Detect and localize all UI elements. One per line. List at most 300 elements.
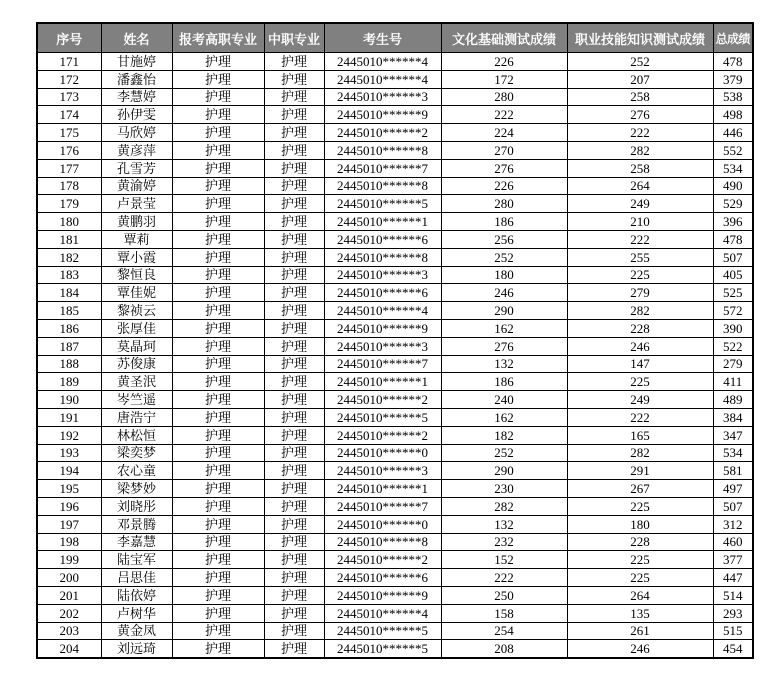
- cell-name: 黄彦萍: [101, 141, 172, 159]
- cell-second: 护理: [264, 426, 324, 444]
- table-row: [37, 70, 753, 88]
- cell-culture: 252: [441, 248, 567, 266]
- cell-total: 525: [713, 284, 753, 302]
- cell-no: 191: [37, 408, 101, 426]
- column-header-applied: 报考高职专业: [172, 23, 264, 53]
- cell-cand: 2445010******9: [324, 106, 441, 124]
- cell-skill: 291: [567, 462, 713, 480]
- cell-name: 吕思佳: [101, 569, 172, 587]
- cell-skill: 228: [567, 533, 713, 551]
- cell-no: 177: [37, 159, 101, 177]
- cell-second: 护理: [264, 480, 324, 498]
- cell-second: 护理: [264, 462, 324, 480]
- cell-no: 188: [37, 355, 101, 373]
- cell-applied: 护理: [172, 391, 264, 409]
- table-row: [37, 373, 753, 391]
- cell-second: 护理: [264, 640, 324, 658]
- cell-no: 189: [37, 373, 101, 391]
- cell-culture: 172: [441, 70, 567, 88]
- cell-no: 180: [37, 213, 101, 231]
- cell-name: 莫晶珂: [101, 337, 172, 355]
- table-row: [37, 391, 753, 409]
- cell-second: 护理: [264, 248, 324, 266]
- cell-no: 186: [37, 319, 101, 337]
- cell-culture: 254: [441, 622, 567, 640]
- cell-culture: 186: [441, 373, 567, 391]
- cell-total: 515: [713, 622, 753, 640]
- cell-applied: 护理: [172, 141, 264, 159]
- cell-culture: 226: [441, 53, 567, 71]
- cell-applied: 护理: [172, 408, 264, 426]
- cell-skill: 249: [567, 391, 713, 409]
- cell-name: 黄渝婷: [101, 177, 172, 195]
- cell-second: 护理: [264, 266, 324, 284]
- cell-name: 黄鹏羽: [101, 213, 172, 231]
- cell-skill: 225: [567, 569, 713, 587]
- cell-second: 护理: [264, 444, 324, 462]
- cell-applied: 护理: [172, 124, 264, 142]
- cell-name: 林松恒: [101, 426, 172, 444]
- cell-skill: 225: [567, 551, 713, 569]
- cell-applied: 护理: [172, 569, 264, 587]
- table-row: [37, 159, 753, 177]
- table-header: [37, 23, 753, 53]
- cell-name: 陆宝军: [101, 551, 172, 569]
- cell-total: 522: [713, 337, 753, 355]
- table-row: [37, 106, 753, 124]
- cell-total: 534: [713, 159, 753, 177]
- cell-applied: 护理: [172, 640, 264, 658]
- cell-name: 卢景莹: [101, 195, 172, 213]
- cell-no: 178: [37, 177, 101, 195]
- table-row: [37, 551, 753, 569]
- cell-total: 460: [713, 533, 753, 551]
- cell-second: 护理: [264, 604, 324, 622]
- cell-skill: 225: [567, 266, 713, 284]
- cell-no: 201: [37, 586, 101, 604]
- cell-cand: 2445010******7: [324, 355, 441, 373]
- cell-cand: 2445010******5: [324, 408, 441, 426]
- cell-cand: 2445010******6: [324, 569, 441, 587]
- table-row: [37, 426, 753, 444]
- cell-second: 护理: [264, 284, 324, 302]
- cell-applied: 护理: [172, 53, 264, 71]
- cell-applied: 护理: [172, 533, 264, 551]
- cell-culture: 162: [441, 319, 567, 337]
- cell-name: 黄金凤: [101, 622, 172, 640]
- cell-applied: 护理: [172, 284, 264, 302]
- cell-applied: 护理: [172, 515, 264, 533]
- cell-applied: 护理: [172, 177, 264, 195]
- cell-total: 377: [713, 551, 753, 569]
- cell-culture: 250: [441, 586, 567, 604]
- cell-second: 护理: [264, 124, 324, 142]
- table-row: [37, 408, 753, 426]
- cell-skill: 165: [567, 426, 713, 444]
- cell-name: 李慧婷: [101, 88, 172, 106]
- cell-total: 347: [713, 426, 753, 444]
- cell-applied: 护理: [172, 70, 264, 88]
- cell-skill: 252: [567, 53, 713, 71]
- cell-applied: 护理: [172, 337, 264, 355]
- cell-total: 514: [713, 586, 753, 604]
- cell-no: 193: [37, 444, 101, 462]
- cell-no: 196: [37, 497, 101, 515]
- cell-culture: 162: [441, 408, 567, 426]
- cell-cand: 2445010******7: [324, 497, 441, 515]
- cell-second: 护理: [264, 319, 324, 337]
- cell-cand: 2445010******2: [324, 426, 441, 444]
- cell-no: 187: [37, 337, 101, 355]
- cell-no: 173: [37, 88, 101, 106]
- cell-cand: 2445010******9: [324, 586, 441, 604]
- cell-cand: 2445010******2: [324, 124, 441, 142]
- cell-culture: 256: [441, 230, 567, 248]
- cell-second: 护理: [264, 177, 324, 195]
- cell-total: 396: [713, 213, 753, 231]
- cell-cand: 2445010******9: [324, 319, 441, 337]
- cell-name: 甘施婷: [101, 53, 172, 71]
- cell-culture: 132: [441, 515, 567, 533]
- cell-culture: 226: [441, 177, 567, 195]
- column-header-skill: 职业技能知识测试成绩: [567, 23, 713, 53]
- cell-name: 唐浩宁: [101, 408, 172, 426]
- cell-no: 199: [37, 551, 101, 569]
- cell-culture: 222: [441, 106, 567, 124]
- table-row: [37, 284, 753, 302]
- cell-no: 202: [37, 604, 101, 622]
- cell-skill: 222: [567, 408, 713, 426]
- cell-cand: 2445010******8: [324, 177, 441, 195]
- cell-cand: 2445010******7: [324, 159, 441, 177]
- cell-cand: 2445010******5: [324, 622, 441, 640]
- cell-culture: 290: [441, 302, 567, 320]
- cell-culture: 276: [441, 159, 567, 177]
- table-row: [37, 622, 753, 640]
- cell-total: 384: [713, 408, 753, 426]
- table-row: [37, 533, 753, 551]
- cell-no: 198: [37, 533, 101, 551]
- cell-skill: 282: [567, 141, 713, 159]
- cell-no: 175: [37, 124, 101, 142]
- cell-no: 182: [37, 248, 101, 266]
- cell-name: 潘鑫怡: [101, 70, 172, 88]
- cell-culture: 186: [441, 213, 567, 231]
- cell-no: 200: [37, 569, 101, 587]
- cell-total: 454: [713, 640, 753, 658]
- cell-applied: 护理: [172, 480, 264, 498]
- cell-name: 孔雪芳: [101, 159, 172, 177]
- cell-name: 苏俊康: [101, 355, 172, 373]
- cell-second: 护理: [264, 141, 324, 159]
- cell-name: 卢树华: [101, 604, 172, 622]
- cell-applied: 护理: [172, 213, 264, 231]
- cell-culture: 208: [441, 640, 567, 658]
- cell-name: 李嘉慧: [101, 533, 172, 551]
- cell-total: 529: [713, 195, 753, 213]
- cell-name: 张厚佳: [101, 319, 172, 337]
- cell-no: 179: [37, 195, 101, 213]
- cell-culture: 222: [441, 569, 567, 587]
- cell-second: 护理: [264, 53, 324, 71]
- cell-name: 刘远琦: [101, 640, 172, 658]
- cell-cand: 2445010******5: [324, 640, 441, 658]
- cell-culture: 282: [441, 497, 567, 515]
- table-row: [37, 248, 753, 266]
- column-header-name: 姓名: [101, 23, 172, 53]
- cell-total: 490: [713, 177, 753, 195]
- cell-no: 181: [37, 230, 101, 248]
- cell-second: 护理: [264, 586, 324, 604]
- cell-total: 572: [713, 302, 753, 320]
- cell-cand: 2445010******4: [324, 604, 441, 622]
- cell-applied: 护理: [172, 551, 264, 569]
- cell-name: 孙伊雯: [101, 106, 172, 124]
- cell-skill: 258: [567, 159, 713, 177]
- cell-culture: 280: [441, 88, 567, 106]
- cell-cand: 2445010******1: [324, 373, 441, 391]
- cell-total: 507: [713, 248, 753, 266]
- cell-culture: 132: [441, 355, 567, 373]
- cell-skill: 255: [567, 248, 713, 266]
- cell-culture: 290: [441, 462, 567, 480]
- cell-culture: 270: [441, 141, 567, 159]
- cell-skill: 210: [567, 213, 713, 231]
- cell-skill: 225: [567, 373, 713, 391]
- cell-cand: 2445010******4: [324, 302, 441, 320]
- table-row: [37, 462, 753, 480]
- table-row: [37, 177, 753, 195]
- table-row: [37, 586, 753, 604]
- cell-applied: 护理: [172, 195, 264, 213]
- cell-skill: 246: [567, 640, 713, 658]
- cell-applied: 护理: [172, 302, 264, 320]
- cell-applied: 护理: [172, 497, 264, 515]
- cell-applied: 护理: [172, 319, 264, 337]
- cell-applied: 护理: [172, 106, 264, 124]
- cell-total: 581: [713, 462, 753, 480]
- cell-second: 护理: [264, 302, 324, 320]
- cell-skill: 135: [567, 604, 713, 622]
- cell-second: 护理: [264, 213, 324, 231]
- cell-applied: 护理: [172, 622, 264, 640]
- cell-culture: 180: [441, 266, 567, 284]
- table-row: [37, 569, 753, 587]
- cell-second: 护理: [264, 88, 324, 106]
- cell-second: 护理: [264, 373, 324, 391]
- cell-total: 405: [713, 266, 753, 284]
- cell-name: 刘晓彤: [101, 497, 172, 515]
- table-row: [37, 640, 753, 658]
- cell-skill: 180: [567, 515, 713, 533]
- table-row: [37, 213, 753, 231]
- cell-culture: 246: [441, 284, 567, 302]
- cell-cand: 2445010******1: [324, 213, 441, 231]
- cell-skill: 276: [567, 106, 713, 124]
- column-header-no: 序号: [37, 23, 101, 53]
- table-row: [37, 480, 753, 498]
- table-row: [37, 444, 753, 462]
- cell-skill: 279: [567, 284, 713, 302]
- table-row: [37, 266, 753, 284]
- cell-skill: 147: [567, 355, 713, 373]
- cell-cand: 2445010******0: [324, 444, 441, 462]
- table-row: [37, 302, 753, 320]
- table-row: [37, 497, 753, 515]
- cell-cand: 2445010******0: [324, 515, 441, 533]
- cell-culture: 230: [441, 480, 567, 498]
- cell-culture: 152: [441, 551, 567, 569]
- cell-applied: 护理: [172, 248, 264, 266]
- table-row: [37, 141, 753, 159]
- cell-name: 覃莉: [101, 230, 172, 248]
- cell-applied: 护理: [172, 266, 264, 284]
- table-row: [37, 88, 753, 106]
- table-row: [37, 195, 753, 213]
- cell-skill: 267: [567, 480, 713, 498]
- cell-culture: 232: [441, 533, 567, 551]
- table-row: [37, 230, 753, 248]
- cell-skill: 249: [567, 195, 713, 213]
- cell-cand: 2445010******3: [324, 462, 441, 480]
- cell-second: 护理: [264, 569, 324, 587]
- cell-total: 497: [713, 480, 753, 498]
- cell-name: 黎祯云: [101, 302, 172, 320]
- cell-skill: 258: [567, 88, 713, 106]
- cell-applied: 护理: [172, 462, 264, 480]
- cell-applied: 护理: [172, 373, 264, 391]
- cell-second: 护理: [264, 497, 324, 515]
- cell-culture: 158: [441, 604, 567, 622]
- cell-no: 192: [37, 426, 101, 444]
- cell-total: 478: [713, 230, 753, 248]
- cell-no: 203: [37, 622, 101, 640]
- cell-second: 护理: [264, 195, 324, 213]
- cell-no: 174: [37, 106, 101, 124]
- cell-name: 覃佳妮: [101, 284, 172, 302]
- cell-skill: 225: [567, 497, 713, 515]
- cell-culture: 280: [441, 195, 567, 213]
- column-header-culture: 文化基础测试成绩: [441, 23, 567, 53]
- cell-total: 478: [713, 53, 753, 71]
- cell-name: 邓景腾: [101, 515, 172, 533]
- table-row: [37, 355, 753, 373]
- table-row: [37, 124, 753, 142]
- cell-total: 446: [713, 124, 753, 142]
- cell-cand: 2445010******3: [324, 266, 441, 284]
- cell-total: 390: [713, 319, 753, 337]
- cell-cand: 2445010******4: [324, 53, 441, 71]
- cell-applied: 护理: [172, 604, 264, 622]
- cell-second: 护理: [264, 551, 324, 569]
- cell-no: 194: [37, 462, 101, 480]
- cell-skill: 246: [567, 337, 713, 355]
- cell-name: 覃小霞: [101, 248, 172, 266]
- cell-culture: 224: [441, 124, 567, 142]
- cell-skill: 282: [567, 444, 713, 462]
- cell-cand: 2445010******1: [324, 480, 441, 498]
- cell-no: 190: [37, 391, 101, 409]
- cell-cand: 2445010******4: [324, 70, 441, 88]
- cell-total: 279: [713, 355, 753, 373]
- cell-applied: 护理: [172, 426, 264, 444]
- cell-name: 梁梦妙: [101, 480, 172, 498]
- cell-second: 护理: [264, 391, 324, 409]
- cell-applied: 护理: [172, 444, 264, 462]
- cell-skill: 222: [567, 230, 713, 248]
- cell-applied: 护理: [172, 230, 264, 248]
- cell-total: 411: [713, 373, 753, 391]
- cell-cand: 2445010******5: [324, 195, 441, 213]
- cell-applied: 护理: [172, 355, 264, 373]
- table-row: [37, 53, 753, 71]
- table-row: [37, 515, 753, 533]
- cell-name: 农心童: [101, 462, 172, 480]
- cell-cand: 2445010******3: [324, 88, 441, 106]
- cell-name: 陆依婷: [101, 586, 172, 604]
- cell-skill: 282: [567, 302, 713, 320]
- cell-cand: 2445010******2: [324, 551, 441, 569]
- cell-skill: 264: [567, 177, 713, 195]
- cell-total: 498: [713, 106, 753, 124]
- cell-total: 293: [713, 604, 753, 622]
- cell-no: 185: [37, 302, 101, 320]
- cell-name: 黎恒良: [101, 266, 172, 284]
- column-header-cand: 考生号: [324, 23, 441, 53]
- cell-no: 184: [37, 284, 101, 302]
- cell-no: 197: [37, 515, 101, 533]
- column-header-total: 总成绩: [713, 23, 753, 53]
- cell-no: 176: [37, 141, 101, 159]
- cell-culture: 276: [441, 337, 567, 355]
- table-row: [37, 604, 753, 622]
- cell-skill: 222: [567, 124, 713, 142]
- cell-total: 538: [713, 88, 753, 106]
- cell-cand: 2445010******3: [324, 337, 441, 355]
- cell-skill: 228: [567, 319, 713, 337]
- cell-no: 183: [37, 266, 101, 284]
- cell-second: 护理: [264, 515, 324, 533]
- cell-second: 护理: [264, 230, 324, 248]
- cell-name: 黄圣泯: [101, 373, 172, 391]
- cell-no: 172: [37, 70, 101, 88]
- cell-culture: 182: [441, 426, 567, 444]
- cell-second: 护理: [264, 622, 324, 640]
- cell-skill: 207: [567, 70, 713, 88]
- cell-total: 379: [713, 70, 753, 88]
- cell-total: 507: [713, 497, 753, 515]
- cell-applied: 护理: [172, 159, 264, 177]
- cell-name: 岑竺遥: [101, 391, 172, 409]
- cell-cand: 2445010******6: [324, 284, 441, 302]
- cell-second: 护理: [264, 70, 324, 88]
- cell-total: 312: [713, 515, 753, 533]
- cell-applied: 护理: [172, 88, 264, 106]
- cell-no: 204: [37, 640, 101, 658]
- cell-cand: 2445010******8: [324, 533, 441, 551]
- cell-name: 马欣婷: [101, 124, 172, 142]
- header-row: [37, 23, 753, 53]
- cell-total: 447: [713, 569, 753, 587]
- table-body: [37, 53, 753, 659]
- cell-total: 534: [713, 444, 753, 462]
- cell-second: 护理: [264, 408, 324, 426]
- cell-skill: 264: [567, 586, 713, 604]
- cell-cand: 2445010******8: [324, 248, 441, 266]
- cell-skill: 261: [567, 622, 713, 640]
- cell-culture: 252: [441, 444, 567, 462]
- cell-cand: 2445010******2: [324, 391, 441, 409]
